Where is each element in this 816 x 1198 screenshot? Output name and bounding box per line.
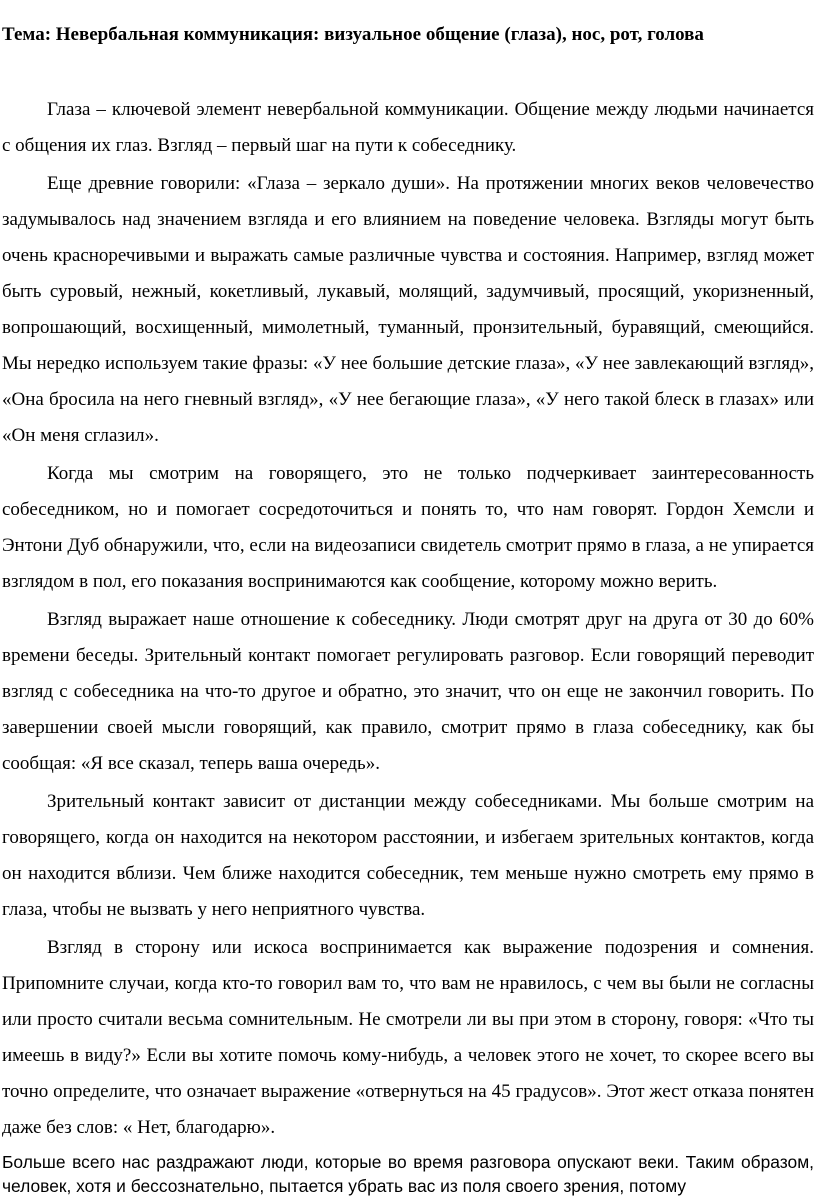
paragraph-gaze-attitude: Взгляд выражает наше отношение к собеседнику. Люди смотрят друг на друга от 30 до 60% времени беседы. Зрительный контакт помогает регулировать разговор. Если говорящий переводит взгляд с собеседника на что-то другое и обратно, это значит, что он еще не закончил говорить. По завершении своей мысли говорящий, как правило, смотрит прямо в глаза собеседнику, как бы сообщая: «Я все сказал, теперь ваша очередь». (2, 609, 814, 774)
paragraph-lowered-eyelids: Больше всего нас раздражают люди, которые во время разговора опускают веки. Таким образом, человек, хотя и бессознательно, пытается убрать вас из поля своего зрения, потому (2, 1152, 814, 1196)
paragraph-eye-contact-distance: Зрительный контакт зависит от дистанции между собеседниками. Мы больше смотрим на говорящего, когда он находится на некотором расстоянии, и избегаем зрительных контактов, когда он находится вблизи. Чем ближе находится собеседник, тем меньше нужно смотреть ему прямо в глаза, чтобы не вызвать у него неприятного чувства. (2, 791, 814, 920)
document-title: Тема: Невербальная коммуникация: визуальное общение (глаза), нос, рот, голова (2, 24, 704, 45)
paragraph-eyes-mirror-of-soul: Еще древние говорили: «Глаза – зеркало души». На протяжении многих веков человечество задумывалось над значением взгляда и его влиянием на поведение человека. Взгляды могут быть очень красноречивыми и выражать самые различные чувства и состояния. Например, взгляд может быть суровый, нежный, кокетливый, лукавый, молящий, задумчивый, просящий, укоризненный, вопрошающий, восхищенный, мимолетный, туманный, пронзительный, буравящий, смеющийся. Мы нередко используем такие фразы: «У нее большие детские глаза», «У нее завлекающий взгляд», «Она бросила на него гневный взгляд», «У нее бегающие глаза», «У него такой блеск в глазах» или «Он меня сглазил». (2, 173, 814, 446)
paragraph-sideways-glance: Взгляд в сторону или искоса воспринимается как выражение подозрения и сомнения. Припомните случаи, когда кто-то говорил вам то, что вам не нравилось, с чем вы были не согласны или просто считали весьма сомнительным. Не смотрели ли вы при этом в сторону, говоря: «Что ты имеешь в виду?» Если вы хотите помочь кому-нибудь, а человек этого не хочет, то скорее всего вы точно определите, что означает выражение «отвернуться на 45 градусов». Этот жест отказа понятен даже без слов: « Нет, благодарю». (2, 937, 814, 1138)
paragraph-eyes-key-element: Глаза – ключевой элемент невербальной коммуникации. Общение между людьми начинается с общения их глаз. Взгляд – первый шаг на пути к собеседнику. (2, 99, 814, 156)
paragraph-looking-at-speaker: Когда мы смотрим на говорящего, это не только подчеркивает заинтересованность собеседником, но и помогает сосредоточиться и понять то, что нам говорят. Гордон Хемсли и Энтони Дуб обнаружили, что, если на видеозаписи свидетель смотрит прямо в глаза, а не упирается взглядом в пол, его показания воспринимаются как сообщение, которому можно верить. (2, 463, 814, 592)
